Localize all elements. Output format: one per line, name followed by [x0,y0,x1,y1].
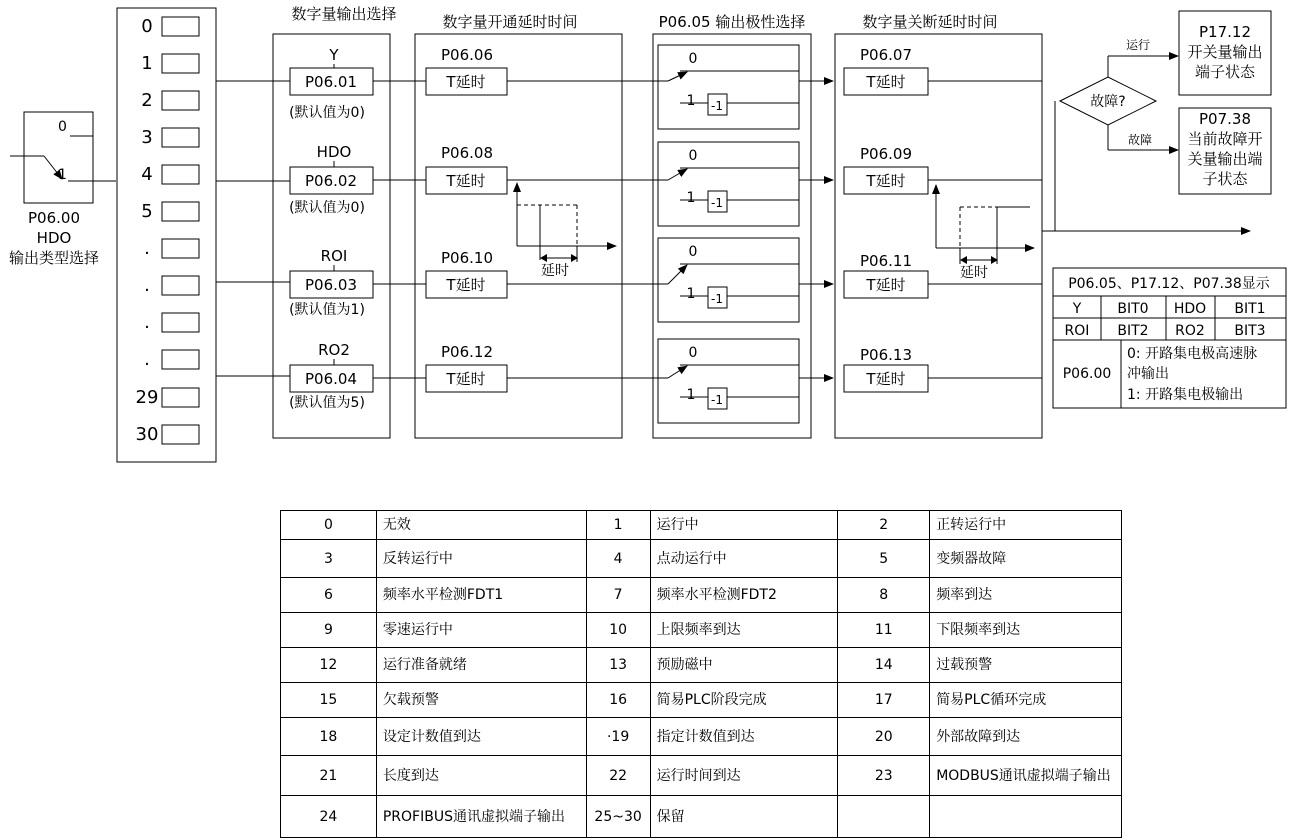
svg-text:1: 1 [686,93,696,109]
legend-header: P06.05、P17.12、P07.38显示 [1068,276,1270,292]
svg-text:-1: -1 [711,393,723,407]
svg-text:子状态: 子状态 [1202,170,1248,188]
function-description [930,796,1122,838]
param-default: (默认值为5) [289,395,365,411]
function-code: 15 [281,683,377,718]
function-slot [162,128,199,147]
svg-text:0: 开路集电极高速脉: 0: 开路集电极高速脉 [1127,346,1258,362]
param-default: (默认值为0) [289,200,365,216]
function-number-label: 5 [141,201,153,222]
function-slot [162,165,199,184]
function-slot [162,350,199,369]
function-number-label: . [144,275,150,296]
function-description: 保留 [650,796,838,838]
svg-text:P06.00: P06.00 [1062,366,1112,382]
function-description: 过载预警 [930,648,1122,683]
svg-text:0: 0 [688,345,698,361]
svg-text:当前故障开: 当前故障开 [1187,130,1263,148]
function-code: 7 [586,578,650,613]
legend-cell: ROI [1064,323,1090,339]
on-delay-code: P06.06 [441,46,493,64]
function-code: 23 [838,756,930,796]
function-code: 3 [281,540,377,578]
function-code: 14 [838,648,930,683]
function-slot [162,91,199,110]
title-on-delay: 数字量开通延时时间 [442,13,578,31]
function-description: 正转运行中 [930,511,1122,540]
function-description: 反转运行中 [376,540,586,578]
function-code: 6 [281,578,377,613]
svg-text:0: 0 [688,244,698,260]
legend-cell: RO2 [1175,323,1205,339]
function-slot [162,17,199,36]
function-number-list [117,8,216,462]
function-table-row [281,578,1122,613]
channel-hdo [289,142,1042,226]
function-number-label: 1 [141,53,153,74]
svg-text:P17.12: P17.12 [1199,23,1251,41]
svg-text:0: 0 [688,51,698,67]
function-code: ·19 [586,718,650,756]
legend-cell: Y [1072,301,1082,317]
function-table-row [281,648,1122,683]
bit-legend-table [1053,268,1286,408]
function-code [838,796,930,838]
function-description: 频率水平检测FDT2 [650,578,838,613]
legend-cell: BIT1 [1234,301,1266,317]
function-code: 25~30 [586,796,650,838]
function-code: 1 [586,511,650,540]
function-slot [162,425,199,444]
svg-text:0: 0 [688,148,698,164]
off-delay-code: P06.07 [860,46,912,64]
function-slot [162,388,199,407]
function-code: 10 [586,613,650,648]
legend-cell: BIT2 [1117,323,1149,339]
function-table-row [281,756,1122,796]
function-slot [162,239,199,258]
function-description: 预励磁中 [650,648,838,683]
off-delay-code: P06.09 [860,145,912,163]
on-delay-timing-sketch [517,183,616,279]
terminal-name: HDO [316,143,352,161]
polarity-column [653,34,811,438]
function-code: 21 [281,756,377,796]
off-delay-label: T延时 [866,172,906,190]
p0600-code: P06.00 [28,209,80,227]
terminal-name: Y [329,46,339,64]
function-code: 11 [838,613,930,648]
function-description: 频率到达 [930,578,1122,613]
function-description: 设定计数值到达 [376,718,586,756]
function-description: 变频器故障 [930,540,1122,578]
function-code: 12 [281,648,377,683]
function-description: PROFIBUS通讯虚拟端子输出 [376,796,586,838]
polarity-switch-box [658,45,799,129]
svg-text:冲输出: 冲输出 [1127,366,1169,382]
function-description: 上限频率到达 [650,613,838,648]
fault-decision-block [1042,11,1271,231]
svg-text:-1: -1 [711,292,723,306]
function-table-row [281,511,1122,540]
function-number-label: 2 [141,90,153,111]
svg-text:0: 0 [58,119,67,135]
function-description: 点动运行中 [650,540,838,578]
function-number-label: 3 [141,127,153,148]
function-number-label: 0 [141,16,153,37]
hdo-output-type-selector [9,112,116,267]
terminal-name: ROI [320,247,348,265]
p0600-desc: 输出类型选择 [8,249,100,267]
on-delay-label: T延时 [446,276,486,294]
function-number-label: . [144,238,150,259]
polarity-switch-box [658,339,799,423]
param-code: P06.03 [305,276,357,294]
param-default: (默认值为1) [289,302,365,318]
svg-text:开关量输出: 开关量输出 [1187,43,1263,61]
function-number-label: 30 [135,424,159,445]
off-delay-label: T延时 [866,370,906,388]
function-code: 20 [838,718,930,756]
param-code: P06.04 [305,370,357,388]
off-delay-timing-sketch [936,185,1034,281]
function-description: 运行中 [650,511,838,540]
param-code: P06.01 [305,73,357,91]
fault-question: 故障? [1090,94,1126,110]
p0600-name: HDO [36,229,72,247]
on-delay-label: T延时 [446,172,486,190]
function-code: 24 [281,796,377,838]
function-description: 无效 [376,511,586,540]
function-code: 17 [838,683,930,718]
title-polarity: P06.05 输出极性选择 [658,13,806,31]
off-delay-code: P06.11 [860,252,912,270]
function-code: 4 [586,540,650,578]
terminal-name: RO2 [318,341,350,359]
function-slot [162,202,199,221]
svg-text:-1: -1 [711,99,723,113]
function-code: 9 [281,613,377,648]
function-description: 零速运行中 [376,613,586,648]
function-code: 13 [586,648,650,683]
function-slot [162,54,199,73]
function-description: 长度到达 [376,756,586,796]
svg-text:运行: 运行 [1125,38,1151,52]
svg-text:关量输出端: 关量输出端 [1187,150,1263,168]
function-number-label: . [144,312,150,333]
svg-text:1: 1 [686,387,696,403]
svg-text:端子状态: 端子状态 [1194,63,1256,81]
function-description: MODBUS通讯虚拟端子输出 [930,756,1122,796]
function-code: 16 [586,683,650,718]
function-code: 8 [838,578,930,613]
on-delay-code: P06.10 [441,249,493,267]
legend-cell: HDO [1173,301,1207,317]
title-output-select: 数字量输出选择 [291,5,397,23]
svg-text:1: 1 [686,286,696,302]
channel-y [289,45,1042,129]
function-table-row [281,683,1122,718]
on-delay-label: T延时 [446,370,486,388]
on-delay-code: P06.12 [441,343,493,361]
function-table-row [281,613,1122,648]
polarity-switch-box [658,142,799,226]
function-description: 频率水平检测FDT1 [376,578,586,613]
function-description: 运行时间到达 [650,756,838,796]
function-table-row [281,540,1122,578]
function-description: 下限频率到达 [930,613,1122,648]
channel-roi [289,238,1042,322]
function-description: 指定计数值到达 [650,718,838,756]
function-code: 5 [838,540,930,578]
function-description: 简易PLC阶段完成 [650,683,838,718]
function-code-table [280,510,1122,838]
param-default: (默认值为0) [289,105,365,121]
channel-ro2 [289,339,1042,423]
function-code: 2 [838,511,930,540]
function-number-label: 4 [141,164,153,185]
function-description: 欠载预警 [376,683,586,718]
function-number-label: 29 [135,387,159,408]
function-code: 22 [586,756,650,796]
svg-text:延时: 延时 [541,263,569,279]
off-delay-label: T延时 [866,276,906,294]
param-code: P06.02 [305,172,357,190]
function-slot [162,313,199,332]
function-slot [162,276,199,295]
function-table-row [281,718,1122,756]
svg-text:1: 1 [686,190,696,206]
legend-cell: BIT3 [1234,323,1266,339]
function-number-label: . [144,349,150,370]
function-description: 外部故障到达 [930,718,1122,756]
function-description: 运行准备就绪 [376,648,586,683]
off-delay-label: T延时 [866,73,906,91]
function-table-row [281,796,1122,838]
on-delay-code: P06.08 [441,144,493,162]
function-code: 18 [281,718,377,756]
off-delay-code: P06.13 [860,346,912,364]
title-off-delay: 数字量关断延时时间 [862,13,998,31]
function-description: 简易PLC循环完成 [930,683,1122,718]
on-delay-label: T延时 [446,73,486,91]
svg-text:1: 开路集电极输出: 1: 开路集电极输出 [1127,387,1244,403]
svg-text:1: 1 [58,167,67,183]
polarity-switch-box [658,238,799,322]
svg-text:故障: 故障 [1127,133,1153,147]
svg-text:延时: 延时 [960,265,988,281]
svg-text:P07.38: P07.38 [1199,110,1251,128]
function-code: 0 [281,511,377,540]
legend-cell: BIT0 [1117,301,1149,317]
svg-text:-1: -1 [711,196,723,210]
